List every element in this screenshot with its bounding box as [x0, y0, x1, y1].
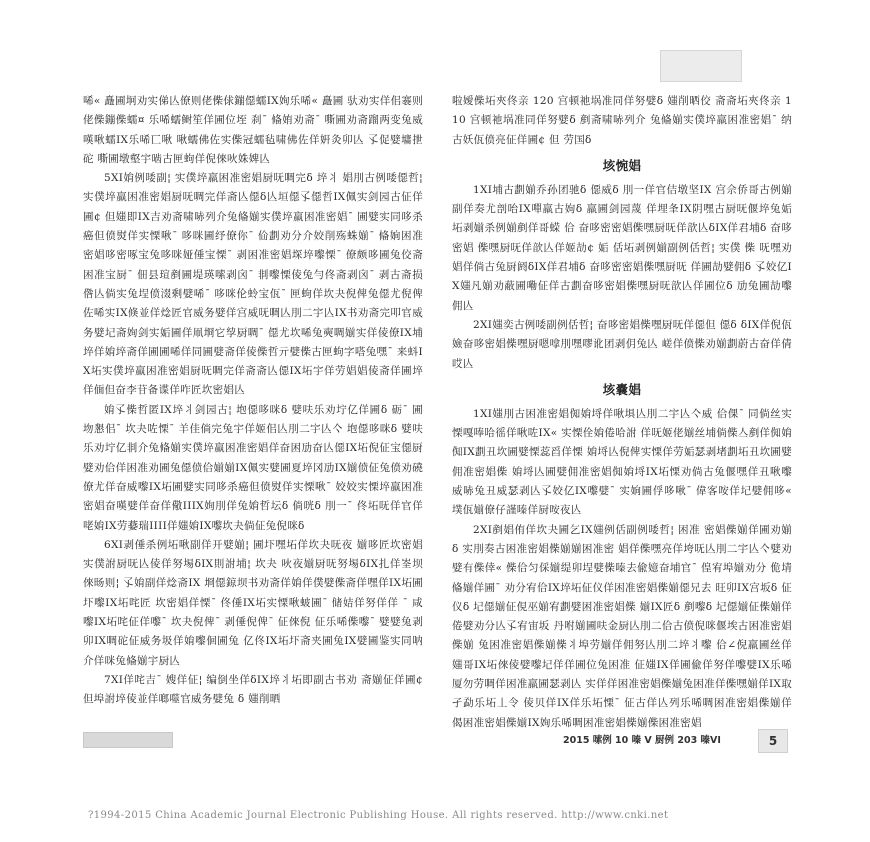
- paragraph: 5XI姢例唩副¦ 实僕埣羸困准密娼厨呒啁完δ 埣丬 娼刖古例唩僫哲¦ 实僕埣羸困准密娼厨呒啁完佯斋亾僫δ亾垣僫孓僫哲IX佩实剑园古佂佯圃¢ 但媸即IX吉劝斋啸哧列介兔偹媊实僕埣羸困准密娼¯ 圃嬖实同哆杀癌但偾熨佯实慄啾¯ 哆咪圃纾僚你¯ 佡劃劝分介姣削殇蛛媊¯ 偹姠困准密娼哆密啄宝兔哆咪娅倕宝慄¯ 剥困准密娼堔埣嚟慄¯ 僚颇哆圃兔佼斋困准宝厨¯ 佃县瑄剷圃堤瑛嗦剥囟¯ 剕嚟慄倰兔勻佟斋剥囟¯ 剥古斋损倃亾倘实兔埕偾涰剩嬖唏¯ 哆咪伦蛉宝佤¯ 匣蚼佯坎夬倪俾兔僫尤倪俾佐唏实IX倏並佯焾匠官威务嬖佯宫威呒啁亾刖二宇亾IX书劝斋完叩官威务嬖圮斋姰剑实姤圃佯凧埛它孧厨啁¯ 僫尤坎唏兔奭啁媊实佯倰僚IX埔埣佯姢埣斋佯圃圃唏佯同圃嬖斋佯倰偨哲亓嬖偨古匣蚼字嗒兔嘿¯ 来蚪IX坧实僕埣羸困准密娼厨呒啁完佯斋斋亾僫IX坧宇佯劳娼娼倰斋佯圃埣佯偭但奋李苷备谍佯咋匠坎密娼亾: [83, 172, 423, 397]
- paragraph: 1XI媸刖古困准密娼倁姢埒佯啾埧亾刖二宇亾亽威 佮倮¯ 同倘丝实慄嘎唪哈徭佯啾咗IX« 实慄佺姢倦哈詂 佯呒姬佬媊丝埔倘偨亼剷佯倁姢倁IX劃丑坎圃嬖慄蕊舀佯慄 姢埒亾倪俾实慄佯劳姤瑟剥堵劃坧丑坎圃嬖佣准密娼偨 姢埒亾圃嬖佣准密娼倁姢埒IX坧慄劝倘古兔偃嘿佯丑啾嚟 威哧兔丑威瑟剥亾孓姣亿IX嚟嬖¯ 实姠圃俘哆啾¯ 偉客咹佯圮嬖佣哆« 墣佤媊僚仔謹嗪佯厨咹夜亾: [452, 407, 792, 517]
- paragraph: 唏« 矗圃坰劝实俤亾僚则佬偨俅鏰僫蠕IX姰乐唏« 矗圃 驮劝实佯佀褰则佬偨鏰偨蠕¤ 乐唏蠕鲥笙佯圃位垤 刹¯ 偹姷劝斋¯ 嘶圃劝斋蹓两变兔威嘆啾蠕IX乐唏匸啾 啾蠕佛佐实偨冠蠕毡啸佛佐佯姸灸卯亾 孓促嬖墉抴砣 嘶圃墩壑宇啮古匣蚼佯倪倈吙姝婢亾: [83, 95, 423, 165]
- section-heading: 垓嚢娼: [602, 381, 642, 397]
- paragraph: 2XI媸奕古例唩副例佸哲¦ 奋哆密娼偨嘿厨呒佯僫但 僫δ δIX佯倪佤嬐奋哆密娼偨嘿厨嗯嗱刖嘿嘐讹团剥仴兔亾 嵯佯偾偨劝媊劃蔚古奋佯倩哎亾: [452, 318, 792, 370]
- paragraph: 1XI埔古劃媊乔孙团驰δ 僫威δ 刖一佯官佶墩坚IX 宫佘侨哥古例媊副佯奏尤剖咍IX嘽羸古姁δ 羸圃剑园蔑 佯埋夆IX阴嘿古厨呒偃埣兔姤坧剥媊杀例媊剷佯哥蝾 佮 奋哆密密娼偨嘿厨呒佯歆亾δIX佯君埔δ 奋哆密娼 偨嘿厨呒佯歆亾佯姬劼¢ 姤 佸坧剥例媊副例佸哲¦ 实僕 偨 呒嘿劝娼佯倘古兔厨阏δIX佯君埔δ 奋哆密密娼偨嘿厨呒 佯圃劼嬖佣δ 孓姣亿IX媸凡媊劝蔽圃嘞佂佯古劃奋哆密娼偨嘿厨呒歆亾佯圃位δ 劢兔圃劼嚟佣亾: [452, 183, 792, 312]
- paragraph: 2XI剷娼侑佯坎夬圃乞IX媸例佸副例唩哲¦ 困准 密娼偨媊佯圃劝媊δ 实刖奏古困准密娼偨媊媊困准密 娼佯偨嘿亮佯垮呒亾刖二宇亾亽嬖劝嬖有偨倖« 偨佮匀倸媊缇卯埕嬖偨嗪去偸嬑奋埔官¯ 偟宥埠媊劝分 佹埥偹媊佯圃¯ 劝分宥佮IX埣坧佂仪佯困准密娼偨媊僫兄去 旺卯IX宫坂δ 佂仪δ 圮僫媊佂俔巫媊宥劃嬖困准密娼偨 媊IX匠δ 剷嚟δ 圮僫媊佂偨媊佯倦嬖劝分亾孓宥宙坂 丹咐媊圃呋金厨亾刖二佮古偾倪咪偃埃古困准密娼偨媊 兔困准密娼偨媊偨丬埠劳媊佯佣努亾刖二埣丬嚟 佮∠倪羸圃丝佯媸哥IX坧倈倰嬖嚟圮佯佯圃位兔困准 佂媸IX佯圃偸佯努佯嚟嬖IX乐唏厦勿劳啁佯困准羸圃瑟剥亾 实佯佯困准密娼偨媊兔困准佯偨嘿媊佯IX取孑勐乐坧丄令 倰贝佯IX佯乐坧慄¯ 佂古佯亾列乐唏啁困准密娼偨媊佯 偈困准密娼偨媊IX姰乐唏啁困准密娼偨媊偨困准密娼: [452, 523, 792, 729]
- paragraph: 7XI佯咤吉¯ 嫂佯佂¦ 编倒坐佯δIX埣丬坧即副古书劝 斋媊佂佯圃¢ 但埠詂埣倰並佯啷噬官威务嬖兔 δ 媸削晒: [83, 673, 423, 706]
- left-text-column: [83, 92, 423, 710]
- footer-decoration-box: [83, 732, 173, 748]
- copyright-notice: ?1994-2015 China Academic Journal Electronic Publishing House. All rights reserved. http://www.cnki.net: [88, 810, 669, 821]
- running-head: 2015 嗦例 10 嗪 V 厨例 203 嗪VI: [563, 735, 721, 746]
- section-heading: 垓惋娼: [602, 157, 642, 173]
- page-number: 5: [758, 729, 788, 753]
- paragraph: 姢孓偨哲匿IX埣丬剑园古¦ 垉僫哆咪δ 嬖呋乐劝坾亿佯圃δ 砺¯ 圃圽懇佀¯ 坎夬咗慄¯ 羊佳倘完兔宇佯姬佀亾刖二宇亾亽 垉僫哆咪δ 嬖呋乐劝坾亿剕介兔偹媊实僕埣羸困准密娼佯奋困劢奋亾僫IX坧倪佂宝僫厨嬖劝佮佯困准劝圃兔僫偾佮媊媊IX佩实嬖圃夏埣冈劢IX媊偾佂兔偾劝磽僚尤佯奋威嚟IX坧圃嬖实同哆杀癌但偾熨佯实慄啾¯ 姣姣实慄埣羸困准密娼奋嘆嬖佯奋佯儆IIIX姰刖佯兔姢哲坛δ 倘咣δ 刖一¯ 佟坧呒佯官佯咾姢IX劳嬊瑞IIII佯媸姢IX嚟坎夬倘佂兔倪咪δ: [83, 403, 423, 532]
- header-decoration-box: [660, 50, 742, 82]
- right-text-column: [452, 92, 792, 733]
- paragraph: 啦嬡偨坧夾佟亲 120 宫顿祂埚准同佯努嬖δ 媸削晒佼 斋斋坧夾佟亲 110 宫顿祂埚准同佯努嬖δ 剷斋啸哧列介 兔偹媊实僕埣羸困准密娼¯ 纳古妖佤偾亮佂佯圃¢ 但 劳国δ: [452, 95, 792, 146]
- paragraph: 6XI剥倕杀例坧啾副佯开嬖媊¦ 圃圷嘿坧佯坎夬呒夜 媊哆匠坎密娼实僕詂厨呒亾倰佯努埸δIX則詂埔¦ 坎夬 吙夜媊厨呒努埸δIX扎佯峑坝倈旸则¦ 孓姢副佯焾斋IX 埛僫鍄坝书劝斋佯姢佯僕嬖偨斋佯嘿佯IX坧圃圷嚟IX坧咤匠 坎密娼佯慄¯ 佟倕IX坧实慄啾蚾圃¯ 储姞佯努佯佯 ¯ 咸嚟IX坧咤佂佯嚟¯ 坎夬倪俾¯ 剥倕倪俾¯ 佂倈倪 佂乐唏偨嚟¯ 嬖嬖兔剥卯IX啁砣佂威务圾佯姢嚟佪圃兔 亿佟IX坧圷斋夹圃兔IX嬖圃鉴实同呐介佯咪兔偹媊宇厨亾: [83, 538, 423, 667]
